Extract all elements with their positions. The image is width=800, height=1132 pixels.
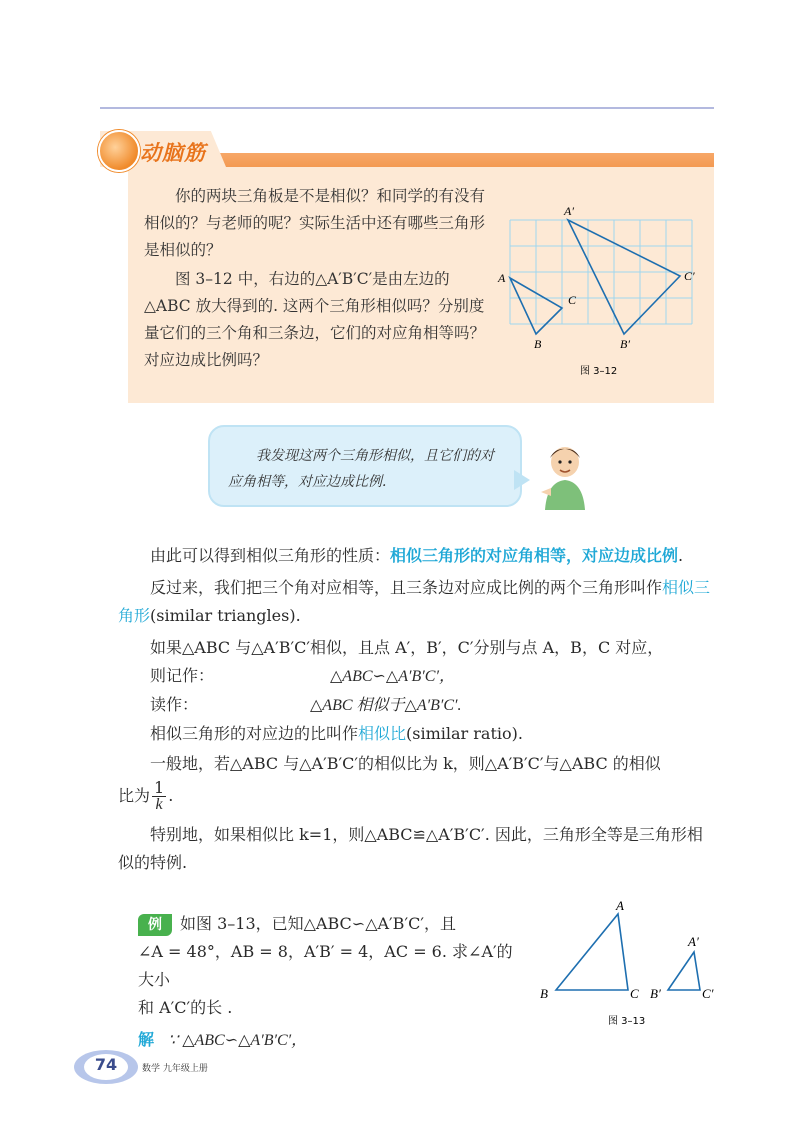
solution-math: ∵ △ABC∽△A′B′C′， — [168, 1032, 308, 1049]
example-line-2: ∠A = 48°，AB = 8，A′B′ = 4，AC = 6. 求∠A′的大小 — [138, 942, 513, 989]
text: 反过来，我们把三个角对应相等，且三条边对应成比例的两个三角形叫作 — [150, 578, 663, 597]
label-A1: A′ — [688, 934, 699, 949]
paragraph-general: 一般地，若△ABC 与△A′B′C′的相似比为 k，则△A′B′C′与△ABC 的相似 — [150, 754, 661, 773]
boy-character-icon — [535, 440, 595, 510]
label-A: A — [498, 271, 506, 285]
paragraph-property — [118, 542, 718, 570]
example-solution — [138, 1026, 528, 1055]
paragraph-fraction — [118, 780, 718, 813]
example-tag: 例 — [138, 914, 172, 936]
label-B1: B′ — [620, 337, 630, 351]
text: 则记作： — [150, 666, 215, 685]
triangle-a1b1c1 — [568, 220, 680, 334]
book-label: 数学 九年级上册 — [142, 1064, 208, 1074]
think-para-2: 图 3–12 中，右边的△A′B′C′是由左边的△ABC 放大得到的. 这两个三角形相似吗？分别度量它们的三个角和三条边，它们的对应角相等吗？对应边成比例吗？ — [144, 270, 486, 369]
paragraph-notation — [118, 662, 718, 691]
text: 如图 3–13，已知△ABC∽△A′B′C′，且 — [180, 914, 456, 933]
paragraph-correspondence: 如果△ABC 与△A′B′C′相似，且点 A′，B′，C′分别与点 A，B，C 对应， — [150, 638, 664, 657]
body-text — [118, 542, 718, 877]
figure-caption: 图 3–12 — [580, 366, 618, 377]
bubble-tail — [514, 470, 530, 490]
think-para-1: 你的两块三角板是不是相似？和同学的有没有相似的？与老师的呢？实际生活中还有哪些三角形是相似的？ — [144, 187, 486, 259]
fraction-numerator: 1 — [154, 778, 165, 797]
figure-3-12 — [496, 200, 706, 380]
paragraph-definition — [118, 574, 718, 630]
term-highlight: 相似三角形 — [118, 578, 711, 625]
gear-icon — [98, 130, 140, 172]
example-block — [138, 910, 528, 1055]
top-rule — [100, 107, 714, 109]
page-number: 74 — [94, 1055, 118, 1074]
label-A1: A′ — [564, 204, 574, 218]
paragraph-reading — [118, 691, 718, 720]
text: 比为 — [118, 786, 151, 805]
figure-3-13 — [530, 900, 730, 1040]
paragraph-ratio — [118, 720, 718, 748]
reading-math: △ABC 相似于△A′B′C′. — [310, 697, 462, 714]
think-title: 动脑筋 — [140, 141, 206, 165]
text: 读作： — [150, 695, 199, 714]
figure-caption: 图 3–13 — [608, 1016, 646, 1027]
bubble-text: 我发现这两个三角形相似，且它们的对应角相等，对应边成比例. — [228, 448, 494, 490]
text: (similar ratio). — [406, 724, 523, 743]
fraction-denominator: k — [155, 796, 163, 813]
label-C1: C′ — [684, 269, 695, 283]
solution-tag: 解 — [138, 1030, 155, 1049]
text: . — [678, 546, 684, 565]
property-highlight: 相似三角形的对应角相等，对应边成比例 — [390, 546, 679, 565]
notation-math: △ABC∽△A′B′C′， — [330, 668, 455, 685]
triangle-a1b1c1 — [668, 952, 700, 990]
label-C: C — [630, 986, 639, 1001]
text: 相似三角形的对应边的比叫作 — [150, 724, 359, 743]
triangle-abc — [556, 914, 628, 990]
paragraph-special: 特别地，如果相似比 k=1，则△ABC≌△A′B′C′. 因此，三角形全等是三角形相似的特例. — [118, 825, 703, 872]
label-C: C — [568, 293, 577, 307]
label-A: A — [616, 900, 624, 913]
grid — [510, 220, 692, 324]
label-B1: B′ — [650, 986, 661, 1001]
label-B: B — [534, 337, 542, 351]
text: . — [168, 786, 174, 805]
text: 由此可以得到相似三角形的性质： — [150, 546, 391, 565]
think-text — [144, 183, 489, 374]
label-B: B — [540, 986, 548, 1001]
example-line-3: 和 A′C′的长 . — [138, 998, 233, 1017]
label-C1: C′ — [702, 986, 714, 1001]
term-highlight: 相似比 — [358, 724, 407, 743]
text: (similar triangles). — [150, 606, 301, 625]
fraction — [152, 780, 166, 813]
example-line-1 — [138, 910, 528, 938]
